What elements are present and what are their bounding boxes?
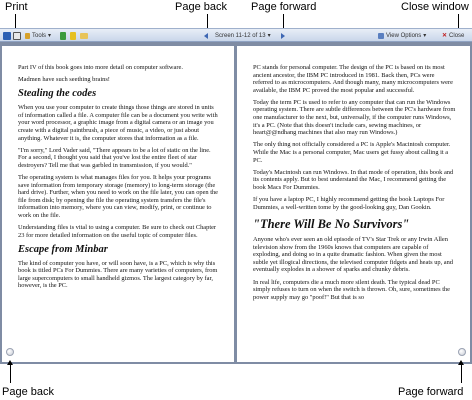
paragraph: Understanding files is vital to using a computer. Be sure to check out Chapter 23 for more detailed information on the useful topic of computer files.	[18, 224, 217, 239]
section-heading: Stealing the codes	[18, 88, 97, 100]
view-options-icon	[378, 33, 384, 39]
page-forward-bottom-callout: Page forward	[398, 386, 464, 398]
reader-toolbar	[0, 28, 472, 42]
page-forward-top-callout: Page forward	[251, 1, 317, 13]
reading-pane	[0, 42, 472, 364]
print-icon[interactable]	[13, 32, 21, 40]
view-options-label: View Options	[386, 32, 422, 39]
close-label: Close	[449, 32, 465, 39]
page-back-icon	[204, 33, 208, 39]
page-back-bottom-callout: Page back	[2, 386, 54, 398]
paragraph: The only thing not officially considered a PC is Apple's Macintosh computer. While the Mac is a personal computer, Mac users get fussy about calling it a PC.	[253, 141, 451, 164]
page-back-top-arrow	[207, 14, 208, 29]
paragraph: Today's Macintosh can run Windows. In that mode of operation, this book and its contents apply. But to best understand the Mac, I recommend getting the book Macs For Dummies.	[253, 168, 454, 191]
page-back-corner-button[interactable]	[6, 348, 14, 356]
paragraph: In real life, computers die a much more silent death. The typical dead PC simply refuses to turn on when the switch is thrown. Oh, sure, sometimes the power supply may go "poof!" But that is so	[253, 278, 451, 301]
page-forward-icon	[281, 33, 285, 39]
paragraph: The kind of computer you have, or will soon have, is a PC, which is why this book is titled PCs For Dummies. There are many varieties of computers, from large supercomputers to small handheld gizmos. The largest category by far, however, is the PC.	[18, 259, 218, 290]
left-page	[2, 46, 234, 362]
paragraph: If you have a laptop PC, I highly recommend getting the book Laptops For Dummies, a well-written tome by the good-looking guy, Dan Gookin.	[253, 195, 445, 211]
paragraph: The operating system is what manages files for you. It helps your programs save information from temporary storage (memory) to long-term storage (the hard drive). Further, when you need to work on the file later, you can open the file from disk; by opening the file the operating system transfers the file's information into memory, where you can view, modify, print, or continue to work on the file.	[18, 173, 219, 219]
page-back-button[interactable]	[204, 31, 208, 40]
tools-menu[interactable]	[25, 31, 51, 40]
highlight-icon[interactable]	[60, 32, 66, 40]
tools-menu-label: Tools	[32, 32, 47, 39]
folder-icon[interactable]	[80, 33, 88, 39]
highlight-dropdown-icon[interactable]	[70, 32, 76, 40]
page-forward-corner-button[interactable]	[458, 348, 466, 356]
page-back-top-callout: Page back	[175, 1, 227, 13]
view-options-menu[interactable]	[378, 31, 426, 40]
chapter-heading: "There Will Be No Survivors"	[253, 217, 410, 232]
page-forward-button[interactable]	[281, 31, 285, 40]
paragraph: Madmen have such seething brains!	[18, 76, 110, 84]
page-forward-top-arrow	[283, 14, 284, 29]
paragraph: Today the term PC is used to refer to any computer that can run the Windows operating system. There are subtle differences between the PC's hardware from one manufacturer to the next, but, universally, if the computer runs Windows, it's a PC. (Note that this doesn't include cars, sewing machines, or heart@@ndhang machines that also may run Windows.)	[253, 98, 456, 137]
page-back-bottom-arrow	[10, 364, 11, 383]
paragraph: When you use your computer to create things those things are stored in units of information called a file. A computer file can be a document you write with your word processor, a graphic image from a digital camera or an image you create with a digital paintbrush, a piece of music, a video, or just about anything. Whatever it is, the computer stores that information as a file.	[18, 104, 218, 142]
paragraph: PC stands for personal computer. The design of the PC is based on its most ancient ancestor, the IBM PC introduced in 1981. Back then, PCs were referred to as microcomputers. And though many, many microcomputers were available, the IBM PC proved the most popular and successful.	[253, 64, 453, 94]
section-heading: Escape from Minbar	[18, 243, 108, 255]
screen-indicator: Screen 11-12 of 13	[215, 32, 266, 39]
chevron-down-icon[interactable]: ▾	[267, 33, 271, 39]
paragraph: Anyone who's ever seen an old episode of TV's Star Trek or any Irwin Allen television show from the 1960s knows that computers are capable of exploding, and doing so in a quite dramatic fashion. When given the most subtle yet illogical directions, the televised computer fidgets and heats up, and eventually explodes in a shower of sparks and chunky debris.	[253, 236, 454, 274]
print-callout-arrow	[15, 14, 16, 29]
close-icon: ✕	[442, 33, 448, 39]
close-window-arrow	[458, 14, 459, 29]
paragraph: Part IV of this book goes into more detail on computer software.	[18, 64, 183, 71]
right-page	[237, 46, 470, 362]
page-forward-bottom-arrow	[461, 364, 462, 383]
print-callout: Print	[5, 1, 28, 13]
research-icon	[25, 33, 30, 39]
chevron-down-icon: ▾	[423, 33, 427, 39]
save-icon[interactable]	[3, 32, 11, 40]
chevron-down-icon: ▾	[48, 33, 52, 39]
paragraph: "I'm sorry," Lord Vader said, "There appears to be a lot of static on the line. For a second, I thought you said that you've lost the entire fleet of star destroyers? Tell me that was garbled in transmission, if you would."	[18, 146, 211, 169]
close-button[interactable]	[440, 31, 464, 40]
close-window-callout: Close window	[401, 1, 469, 13]
